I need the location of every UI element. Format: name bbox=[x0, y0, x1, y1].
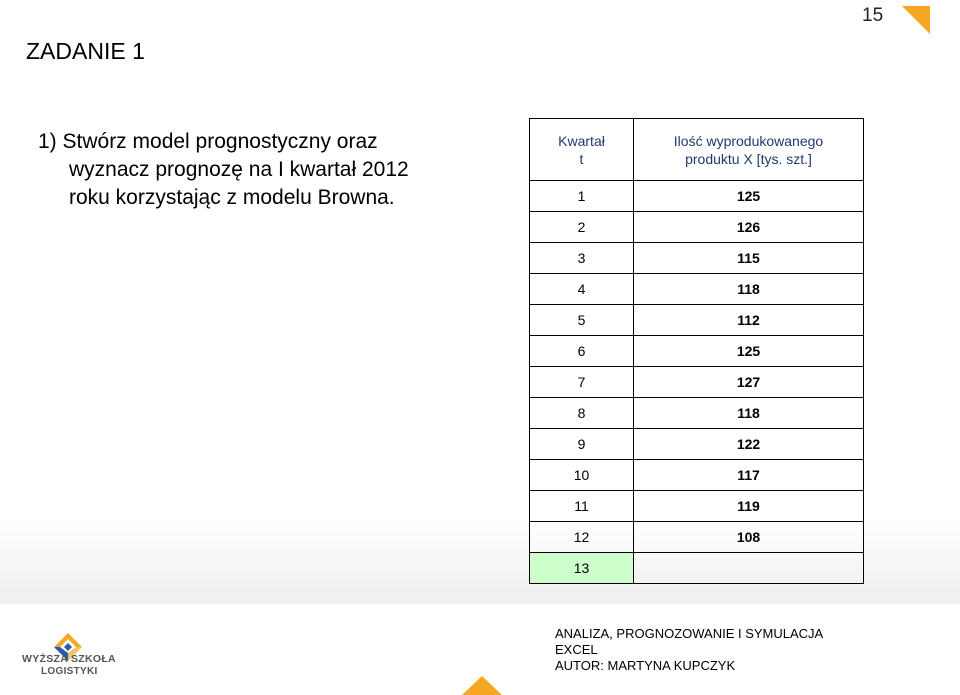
quarter-cell: 5 bbox=[530, 305, 634, 336]
task-description bbox=[38, 128, 488, 212]
quantity-cell: 118 bbox=[634, 274, 864, 305]
slide-title: ZADANIE 1 bbox=[26, 38, 145, 64]
quarter-cell: 1 bbox=[530, 181, 634, 212]
table-row bbox=[530, 553, 864, 584]
quarter-cell: 2 bbox=[530, 212, 634, 243]
table-row bbox=[530, 429, 864, 460]
quantity-cell: 119 bbox=[634, 491, 864, 522]
corner-triangle-icon bbox=[902, 6, 930, 34]
table-row bbox=[530, 336, 864, 367]
footer-course: ANALIZA, PROGNOZOWANIE I SYMULACJA bbox=[555, 626, 824, 641]
quarter-cell: 6 bbox=[530, 336, 634, 367]
quantity-cell bbox=[634, 553, 864, 584]
footer-tool: EXCEL bbox=[555, 642, 598, 657]
header-quarter: Kwartał t bbox=[530, 119, 634, 181]
table-row bbox=[530, 460, 864, 491]
table-row bbox=[530, 181, 864, 212]
task-line: wyznacz prognozę na I kwartał 2012 bbox=[69, 158, 409, 181]
quarter-cell: 11 bbox=[530, 491, 634, 522]
task-line: roku korzystając z modelu Browna. bbox=[69, 186, 395, 209]
task-line: 1) Stwórz model prognostyczny oraz bbox=[38, 130, 378, 153]
quantity-cell: 117 bbox=[634, 460, 864, 491]
table-row bbox=[530, 243, 864, 274]
table-row bbox=[530, 491, 864, 522]
quantity-cell: 108 bbox=[634, 522, 864, 553]
quarter-cell: 7 bbox=[530, 367, 634, 398]
logo-text: LOGISTYKI bbox=[41, 666, 98, 677]
table-row bbox=[530, 305, 864, 336]
quarter-cell: 3 bbox=[530, 243, 634, 274]
table-header-row bbox=[530, 119, 864, 181]
logo-text: WYŻSZA SZKOŁA bbox=[22, 653, 116, 665]
quarter-cell: 12 bbox=[530, 522, 634, 553]
page-number: 15 bbox=[862, 5, 884, 26]
quantity-cell: 118 bbox=[634, 398, 864, 429]
quantity-cell: 115 bbox=[634, 243, 864, 274]
quantity-cell: 122 bbox=[634, 429, 864, 460]
table-row bbox=[530, 522, 864, 553]
quarter-cell: 10 bbox=[530, 460, 634, 491]
quarter-cell: 8 bbox=[530, 398, 634, 429]
header-quantity: Ilość wyprodukowanego produktu X [tys. szt.] bbox=[634, 119, 864, 181]
footer-author: AUTOR: MARTYNA KUPCZYK bbox=[555, 658, 736, 673]
footer-info bbox=[555, 626, 823, 674]
quarter-cell: 9 bbox=[530, 429, 634, 460]
table-row bbox=[530, 367, 864, 398]
table-row bbox=[530, 274, 864, 305]
production-table bbox=[529, 118, 864, 584]
bottom-triangle-icon bbox=[462, 676, 502, 695]
quantity-cell: 126 bbox=[634, 212, 864, 243]
quarter-cell: 13 bbox=[530, 553, 634, 584]
quantity-cell: 125 bbox=[634, 336, 864, 367]
quantity-cell: 112 bbox=[634, 305, 864, 336]
table-row bbox=[530, 398, 864, 429]
quarter-cell: 4 bbox=[530, 274, 634, 305]
table-body bbox=[530, 181, 864, 584]
table-row bbox=[530, 212, 864, 243]
quantity-cell: 125 bbox=[634, 181, 864, 212]
quantity-cell: 127 bbox=[634, 367, 864, 398]
